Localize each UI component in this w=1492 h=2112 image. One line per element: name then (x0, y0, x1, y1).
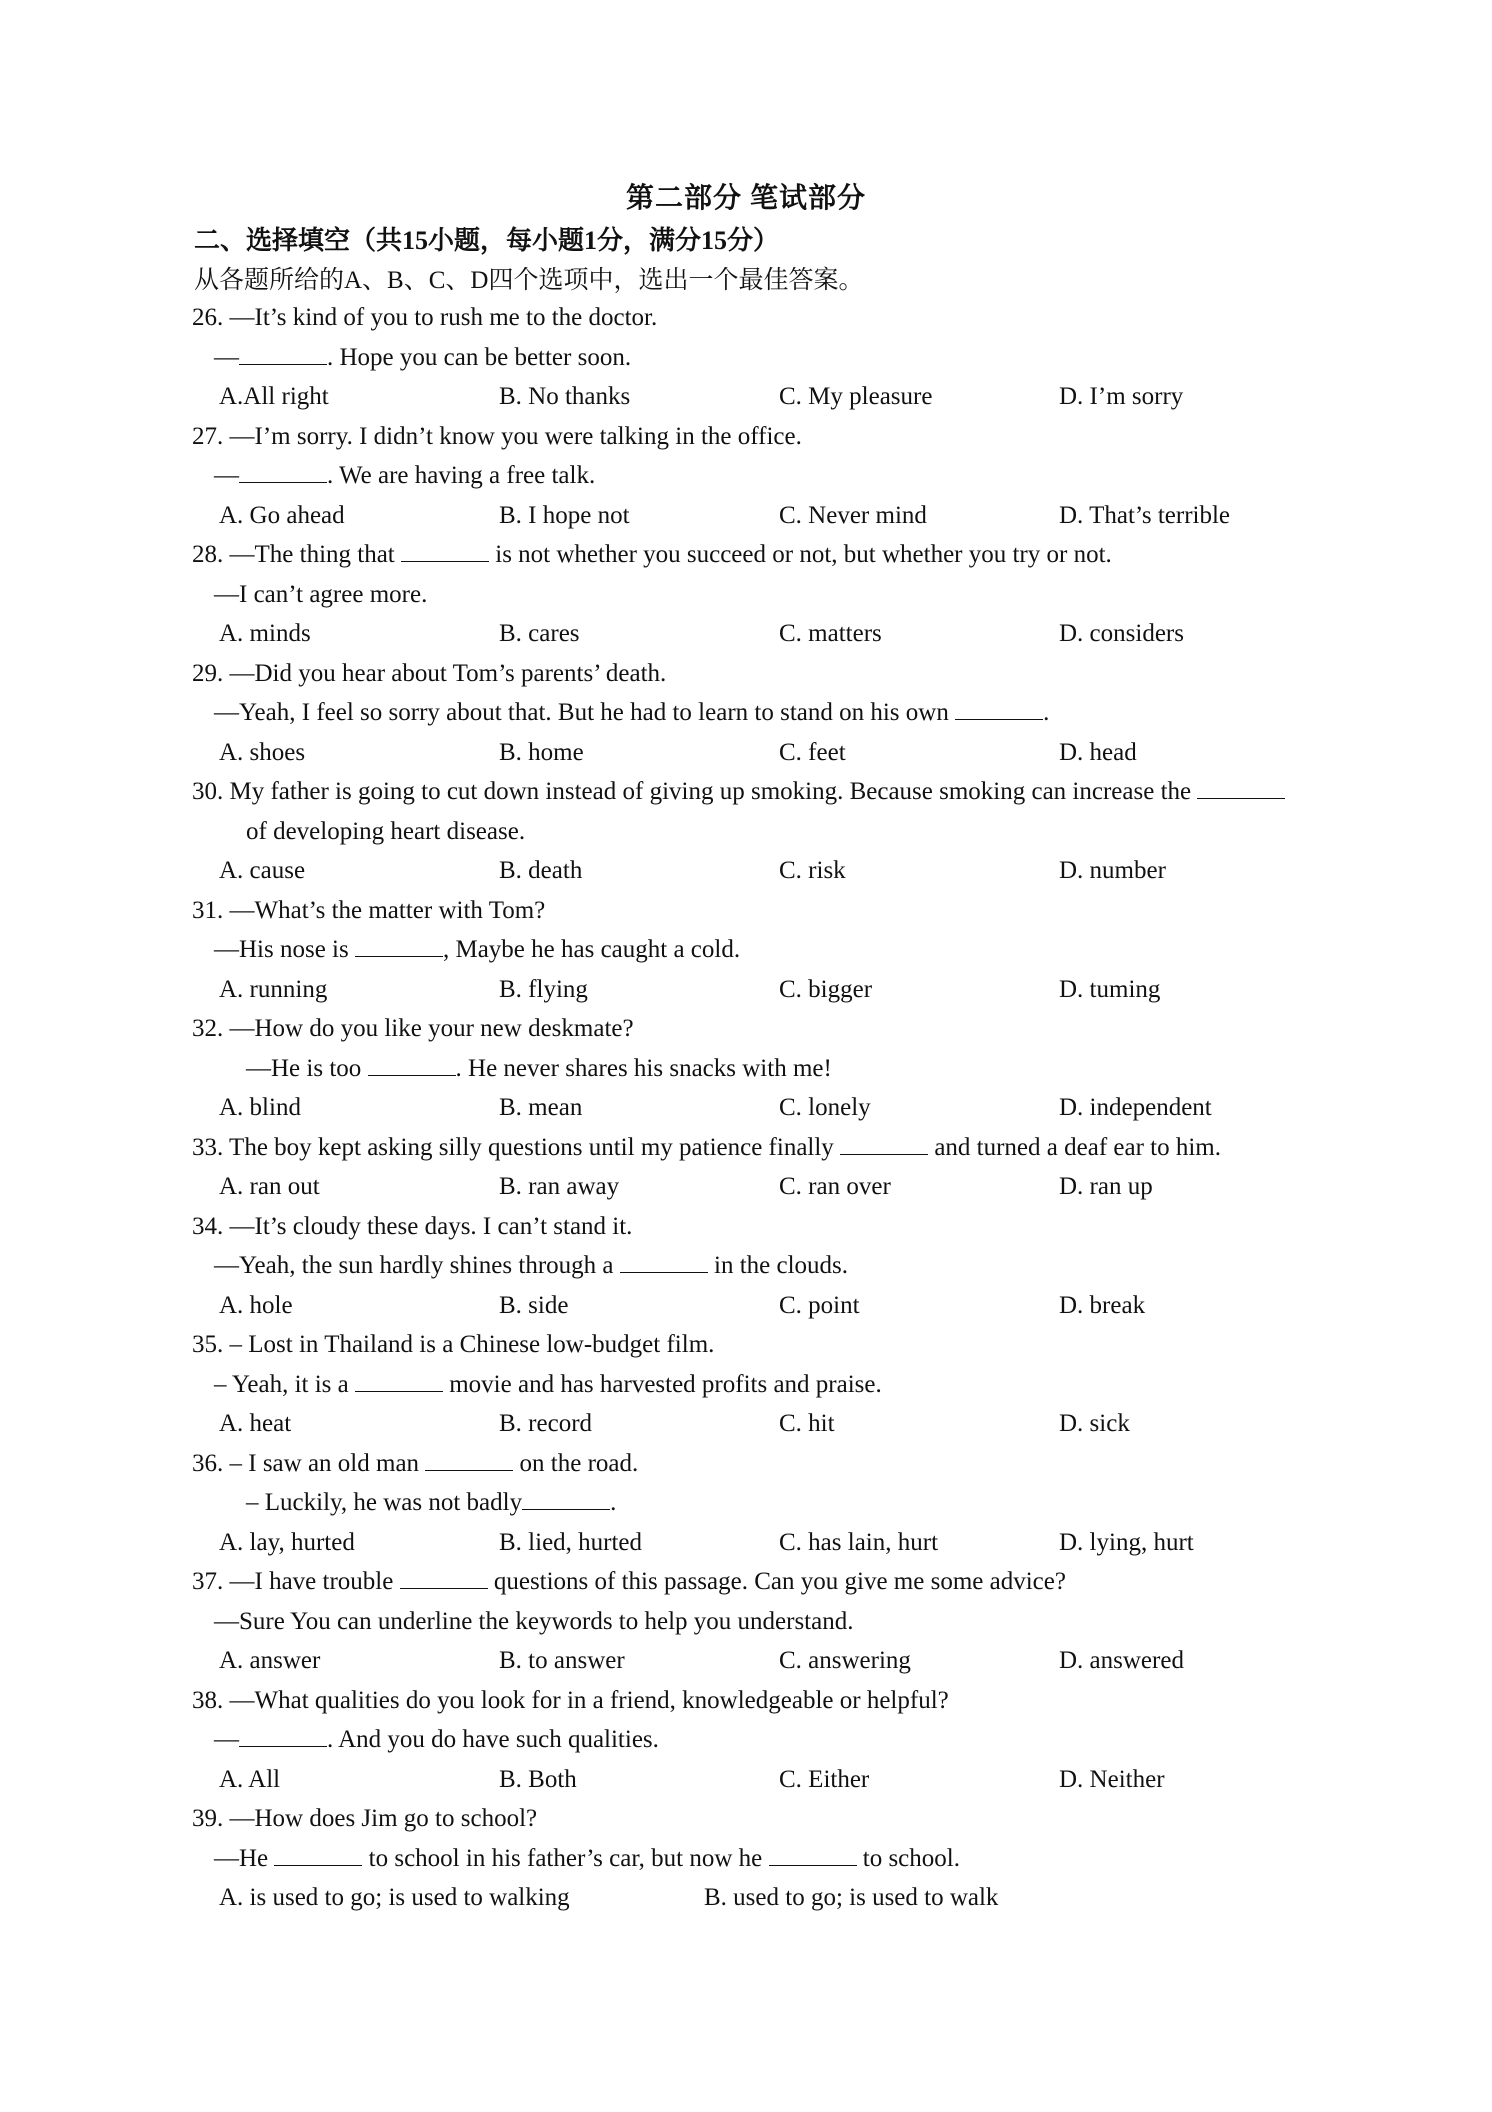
question-list (192, 298, 1362, 1918)
answer-options (192, 1523, 1362, 1563)
question-text: – Luckily, he was not badly . (192, 1483, 1362, 1523)
answer-option: B. Both (499, 1765, 577, 1793)
section-heading: 二、选择填空（共15小题，每小题1分，满分15分） (194, 226, 780, 255)
question-text: — . And you do have such qualities. (192, 1720, 1362, 1760)
answer-option: A. hole (219, 1291, 293, 1319)
answer-options (192, 496, 1362, 536)
question-text: 31. —What’s the matter with Tom? (192, 896, 546, 924)
question-text: —He is too . He never shares his snacks with me! (192, 1049, 1362, 1089)
answer-option: D. head (1059, 738, 1137, 766)
answer-blank (425, 1446, 513, 1471)
answer-options (192, 1760, 1362, 1800)
question-text: — . We are having a free talk. (192, 456, 1362, 496)
answer-option: C. has lain, hurt (779, 1528, 939, 1556)
question-item (192, 1009, 1362, 1128)
section-instruction: 从各题所给的A、B、C、D四个选项中，选出一个最佳答案。 (194, 267, 864, 294)
answer-option: B. No thanks (499, 383, 631, 410)
question-item (192, 298, 1362, 417)
question-text: — . Hope you can be better soon. (192, 338, 1362, 378)
answer-option: D. sick (1059, 1410, 1130, 1437)
question-text: —Yeah, the sun hardly shines through a in the clouds. (192, 1246, 1362, 1286)
answer-option: D. I’m sorry (1059, 383, 1184, 410)
answer-blank (401, 537, 489, 562)
question-text: 35. – Lost in Thailand is a Chinese low-budget film. (192, 1331, 715, 1358)
answer-option: C. Never mind (779, 501, 927, 529)
answer-options (192, 733, 1362, 773)
answer-option: D. That’s terrible (1059, 501, 1231, 529)
answer-option: B. home (499, 738, 584, 766)
question-text: 39. —How does Jim go to school? (192, 1805, 538, 1832)
answer-option: A. is used to go; is used to walking (219, 1884, 570, 1911)
answer-option: C. hit (779, 1410, 835, 1437)
question-text: 28. —The thing that is not whether you succeed or not, but whether you try or not. (192, 535, 1362, 575)
answer-option: C. point (779, 1291, 860, 1319)
answer-blank (769, 1841, 857, 1866)
answer-option: A. minds (219, 620, 311, 647)
answer-options (192, 970, 1362, 1010)
answer-options (192, 1088, 1362, 1128)
question-text: 29. —Did you hear about Tom’s parents’ death. (192, 659, 667, 687)
question-text: 36. – I saw an old man on the road. (192, 1444, 1362, 1484)
answer-option: D. considers (1059, 620, 1184, 647)
question-item (192, 1444, 1362, 1563)
question-text: 34. —It’s cloudy these days. I can’t stand it. (192, 1212, 633, 1240)
question-text: 37. —I have trouble questions of this passage. Can you give me some advice? (192, 1562, 1362, 1602)
question-text: 38. —What qualities do you look for in a friend, knowledgeable or helpful? (192, 1686, 949, 1714)
question-text: —He to school in his father’s car, but now he to school. (192, 1839, 1362, 1879)
answer-options (192, 851, 1362, 891)
answer-blank (620, 1248, 708, 1273)
question-text: of developing heart disease. (246, 817, 526, 845)
answer-option: A.All right (219, 383, 329, 410)
answer-options (192, 1641, 1362, 1681)
question-item (192, 535, 1362, 654)
answer-option: D. independent (1059, 1094, 1212, 1121)
answer-option: A. shoes (219, 738, 306, 766)
answer-blank (239, 340, 327, 365)
answer-option: C. feet (779, 738, 846, 766)
answer-option: B. I hope not (499, 501, 630, 529)
answer-option: A. All (219, 1765, 281, 1793)
question-text: – Yeah, it is a movie and has harvested profits and praise. (192, 1365, 1362, 1405)
answer-option: C. bigger (779, 975, 873, 1003)
question-text: 30. My father is going to cut down instead of giving up smoking. Because smoking can increase the (192, 772, 1362, 812)
answer-blank (274, 1841, 362, 1866)
question-item (192, 1207, 1362, 1326)
answer-option: B. to answer (499, 1647, 625, 1674)
answer-blank (955, 695, 1043, 720)
answer-option: D. Neither (1059, 1765, 1165, 1793)
question-item (192, 772, 1362, 891)
answer-option: C. answering (779, 1647, 911, 1674)
answer-blank (239, 458, 327, 483)
answer-blank (368, 1051, 456, 1076)
answer-blank (522, 1485, 610, 1510)
question-item (192, 1681, 1362, 1800)
question-item (192, 1562, 1362, 1681)
answer-option: C. lonely (779, 1094, 871, 1121)
answer-options (192, 1404, 1362, 1444)
answer-option: A. ran out (219, 1173, 320, 1200)
answer-option: B. cares (499, 620, 580, 647)
question-text: —His nose is , Maybe he has caught a cold. (192, 930, 1362, 970)
question-item (192, 1128, 1362, 1207)
answer-option: D. tuming (1059, 975, 1161, 1003)
answer-blank (355, 1367, 443, 1392)
question-text: —Sure You can underline the keywords to help you understand. (214, 1607, 854, 1635)
question-item (192, 654, 1362, 773)
answer-option: D. answered (1059, 1647, 1184, 1674)
answer-blank (1197, 774, 1285, 799)
answer-option: C. matters (779, 620, 882, 647)
answer-option: C. ran over (779, 1173, 891, 1200)
answer-option: B. side (499, 1291, 569, 1319)
question-text: —I can’t agree more. (214, 580, 428, 608)
answer-option: A. answer (219, 1647, 321, 1674)
answer-option: B. ran away (499, 1173, 620, 1200)
answer-option: A. blind (219, 1094, 301, 1121)
answer-option: A. lay, hurted (219, 1528, 355, 1556)
answer-blank (239, 1722, 327, 1747)
answer-options (192, 1878, 1362, 1918)
answer-option: D. number (1059, 857, 1166, 884)
answer-options (192, 377, 1362, 417)
answer-option: C. risk (779, 857, 846, 884)
answer-options (192, 614, 1362, 654)
answer-option: C. My pleasure (779, 383, 933, 410)
question-item (192, 1799, 1362, 1918)
answer-option: B. record (499, 1410, 593, 1437)
answer-option: A. heat (219, 1410, 292, 1437)
answer-option: B. used to go; is used to walk (704, 1884, 999, 1911)
answer-blank (355, 932, 443, 957)
question-item (192, 417, 1362, 536)
answer-option: D. break (1059, 1291, 1146, 1319)
answer-option: B. death (499, 857, 583, 884)
answer-option: A. cause (219, 857, 306, 884)
question-item (192, 1325, 1362, 1444)
question-text: 32. —How do you like your new deskmate? (192, 1015, 634, 1042)
question-text: 26. —It’s kind of you to rush me to the doctor. (192, 304, 658, 331)
question-text: 27. —I’m sorry. I didn’t know you were talking in the office. (192, 422, 802, 450)
question-text: —Yeah, I feel so sorry about that. But he had to learn to stand on his own . (192, 693, 1362, 733)
answer-option: B. flying (499, 975, 588, 1003)
answer-blank (400, 1564, 488, 1589)
answer-options (192, 1167, 1362, 1207)
answer-option: C. Either (779, 1765, 870, 1793)
answer-option: A. Go ahead (219, 501, 345, 529)
answer-option: B. lied, hurted (499, 1528, 643, 1556)
answer-blank (840, 1130, 928, 1155)
answer-options (192, 1286, 1362, 1326)
answer-option: D. lying, hurt (1059, 1528, 1194, 1556)
question-text: 33. The boy kept asking silly questions until my patience finally and turned a deaf ear to him. (192, 1128, 1362, 1168)
answer-option: D. ran up (1059, 1173, 1153, 1200)
question-item (192, 891, 1362, 1010)
answer-option: B. mean (499, 1094, 583, 1121)
part-title: 第二部分 笔试部分 (625, 183, 866, 214)
answer-option: A. running (219, 975, 328, 1003)
